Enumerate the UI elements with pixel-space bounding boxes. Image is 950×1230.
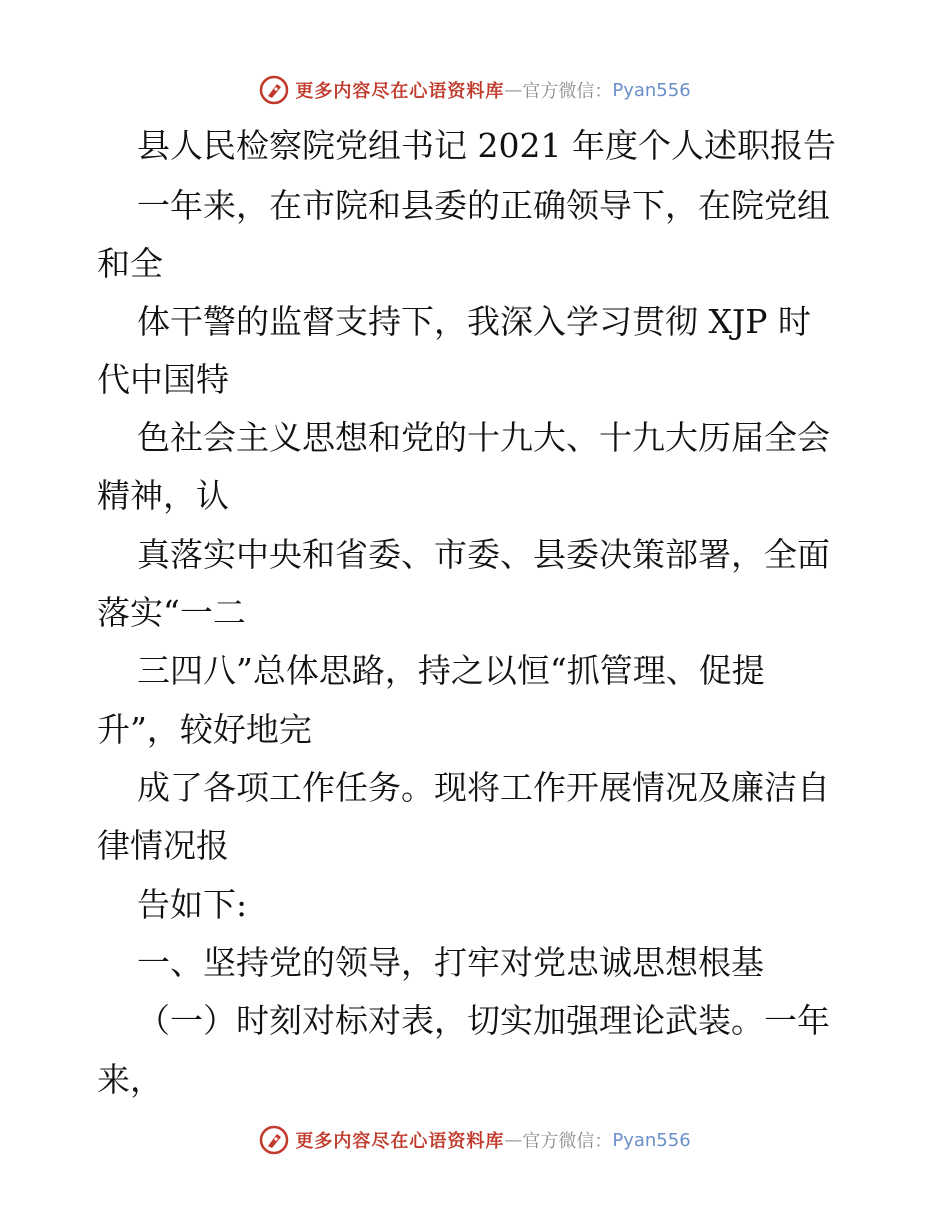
paragraph-line: 告如下: (137, 885, 248, 924)
watermark-separator: — (504, 1129, 523, 1151)
paragraph-line: 成了各项工作任务。现将工作开展情况及廉洁自 (137, 768, 830, 807)
watermark-brand: 更多内容尽在心语资料库 (295, 81, 505, 102)
paragraph-line: 色社会主义思想和党的十九大、十九大历届全会 (137, 418, 830, 457)
paragraph-line: 律情况报 (97, 826, 229, 865)
subsection-heading: （一）时刻对标对表，切实加强理论武装。一年 (137, 1001, 830, 1040)
pen-nib-icon (259, 75, 289, 105)
watermark-wechat-label: 官方微信： (522, 81, 613, 102)
paragraph-line: 代中国特 (97, 360, 229, 399)
paragraph-line: 来， (97, 1060, 163, 1099)
paragraph-line: 一年来，在市院和县委的正确领导下，在院党组 (137, 186, 830, 225)
paragraph-line: 三四八”总体思路，持之以恒“抓管理、促提 (137, 651, 765, 690)
watermark-separator: — (504, 79, 523, 101)
paragraph-line: 升”，较好地完 (97, 710, 312, 749)
paragraph-line: 精神，认 (97, 476, 229, 515)
paragraph-line: 体干警的监督支持下，我深入学习贯彻 XJP 时 (137, 302, 811, 341)
paragraph-line: 和全 (97, 244, 163, 283)
watermark-footer (0, 1120, 950, 1160)
pen-nib-icon (259, 1125, 289, 1155)
paragraph-line: 落实“一二 (97, 593, 246, 632)
watermark-wechat-id: Pyan556 (612, 1129, 691, 1151)
paragraph-line: 真落实中央和省委、市委、县委决策部署，全面 (137, 535, 830, 574)
watermark-wechat-id: Pyan556 (612, 79, 691, 101)
watermark-header (0, 70, 950, 110)
section-heading: 一、坚持党的领导，打牢对党忠诚思想根基 (137, 943, 764, 982)
watermark-wechat-label: 官方微信： (522, 1131, 613, 1152)
document-title: 县人民检察院党组书记 2021 年度个人述职报告 (137, 126, 836, 165)
watermark-brand: 更多内容尽在心语资料库 (295, 1131, 505, 1152)
